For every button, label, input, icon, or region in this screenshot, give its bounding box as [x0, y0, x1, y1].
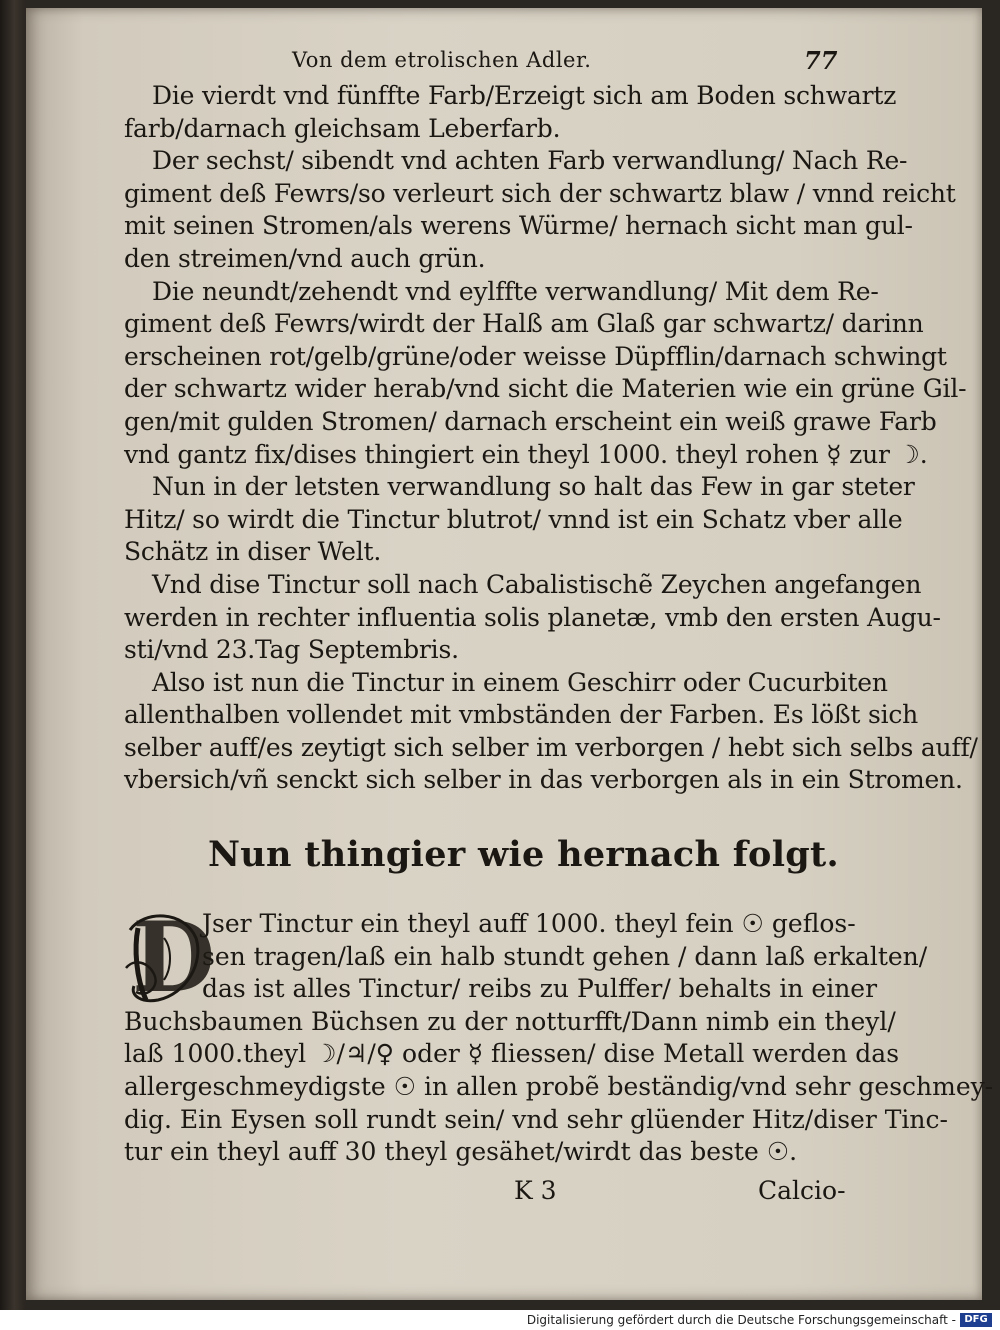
book-spine: [0, 0, 26, 1310]
paragraph-1: [124, 80, 897, 145]
paragraph-2: [124, 145, 956, 275]
text-line: allenthalben vollendet mit vmbständen der Farben. Es lößt sich: [124, 700, 919, 730]
text-line: Buchsbaumen Büchsen zu der notturfft/Dann nimb ein theyl/: [124, 1006, 896, 1036]
paragraph-3: [124, 276, 967, 472]
text-line: giment deß Fewrs/so verleurt sich der schwartz blaw / vnnd reicht: [124, 178, 956, 208]
text-line: Die vierdt vnd fünffte Farb/Erzeigt sich am Boden schwartz: [152, 81, 897, 110]
text-line: erscheinen rot/gelb/grüne/oder weisse Düpfflin/darnach schwingt: [124, 341, 947, 371]
text-line: Schätz in diser Welt.: [124, 537, 382, 567]
text-line: den streimen/vnd auch grün.: [124, 243, 486, 273]
section-heading: Nun thingier wie hernach folgt.: [208, 834, 840, 875]
text-line: dig. Ein Eysen soll rundt sein/ vnd sehr glüender Hitz/diser Tinc-: [124, 1104, 948, 1134]
catchline: [62, 1176, 862, 1210]
text-line: mit seinen Stromen/als werens Würme/ hernach sicht man gul-: [124, 211, 913, 241]
text-line: sti/vnd 23.Tag Septembris.: [124, 635, 459, 665]
text-line: werden in rechter influentia solis planetæ, vmb den ersten Augu-: [124, 602, 941, 632]
text-line: sen tragen/laß ein halb stundt gehen / dann laß erkalten/: [202, 941, 928, 971]
catchword: Calcio-: [758, 1176, 846, 1205]
text-line: Der sechst/ sibendt vnd achten Farb verwandlung/ Nach Re-: [152, 146, 908, 176]
footer: [0, 1310, 1000, 1330]
text-line: laß 1000.theyl ☽/♃/♀ oder ☿ fliessen/ dise Metall werden das: [124, 1039, 900, 1069]
text-line: Jser Tinctur ein theyl auff 1000. theyl fein ☉ geflos-: [202, 909, 856, 938]
paragraph-5: [124, 569, 941, 667]
text-line: allergeschmeydigste ☉ in allen probẽ beständig/vnd sehr geschmey-: [124, 1071, 994, 1101]
dropcap-letter: D: [132, 901, 216, 1014]
running-title: Von dem etrolischen Adler.: [292, 48, 592, 72]
text-line: tur ein theyl auff 30 theyl gesähet/wirdt das beste ☉.: [124, 1137, 798, 1167]
text-line: farb/darnach gleichsam Leberfarb.: [124, 113, 561, 143]
book-page: [26, 8, 994, 1300]
signature-mark: K 3: [514, 1176, 557, 1205]
paragraph-4: [124, 471, 915, 569]
text-line: vnd gantz fix/dises thingiert ein theyl 1000. theyl rohen ☿ zur ☽.: [124, 439, 928, 469]
paragraph-6: [124, 667, 978, 797]
main-text: [124, 80, 978, 797]
text-line: das ist alles Tinctur/ reibs zu Pulffer/ behalts in einer: [202, 974, 878, 1004]
text-line: selber auff/es zeytigt sich selber im verborgen / hebt sich selbs auff/: [124, 732, 978, 762]
footer-credit: Digitalisierung gefördert durch die Deutsche Forschungsgemeinschaft -: [526, 1313, 956, 1327]
text-line: Nun in der letsten verwandlung so halt das Few in gar steter: [152, 472, 915, 502]
text-line: giment deß Fewrs/wirdt der Halß am Glaß gar schwartz/ darinn: [124, 309, 924, 339]
text-line: der schwartz wider herab/vnd sicht die Materien wie ein grüne Gil-: [124, 374, 967, 404]
running-head: [62, 48, 862, 78]
text-line: gen/mit gulden Stromen/ darnach erscheint ein weiß grawe Farb: [124, 406, 937, 436]
text-line: Vnd dise Tinctur soll nach Cabalistischẽ Zeychen angefangen: [152, 569, 922, 599]
dfg-logo: DFG: [960, 1313, 992, 1327]
text-line: vbersich/vñ senckt sich selber in das verborgen als in ein Stromen.: [124, 765, 963, 795]
section-2-text: [124, 901, 994, 1169]
text-line: Also ist nun die Tinctur in einem Geschirr oder Cucurbiten: [152, 667, 888, 697]
text-line: Die neundt/zehendt vnd eylffte verwandlung/ Mit dem Re-: [152, 276, 879, 306]
page-number: 77: [804, 46, 838, 75]
page-content: [62, 8, 994, 1300]
text-line: Hitz/ so wirdt die Tinctur blutrot/ vnnd ist ein Schatz vber alle: [124, 504, 903, 534]
